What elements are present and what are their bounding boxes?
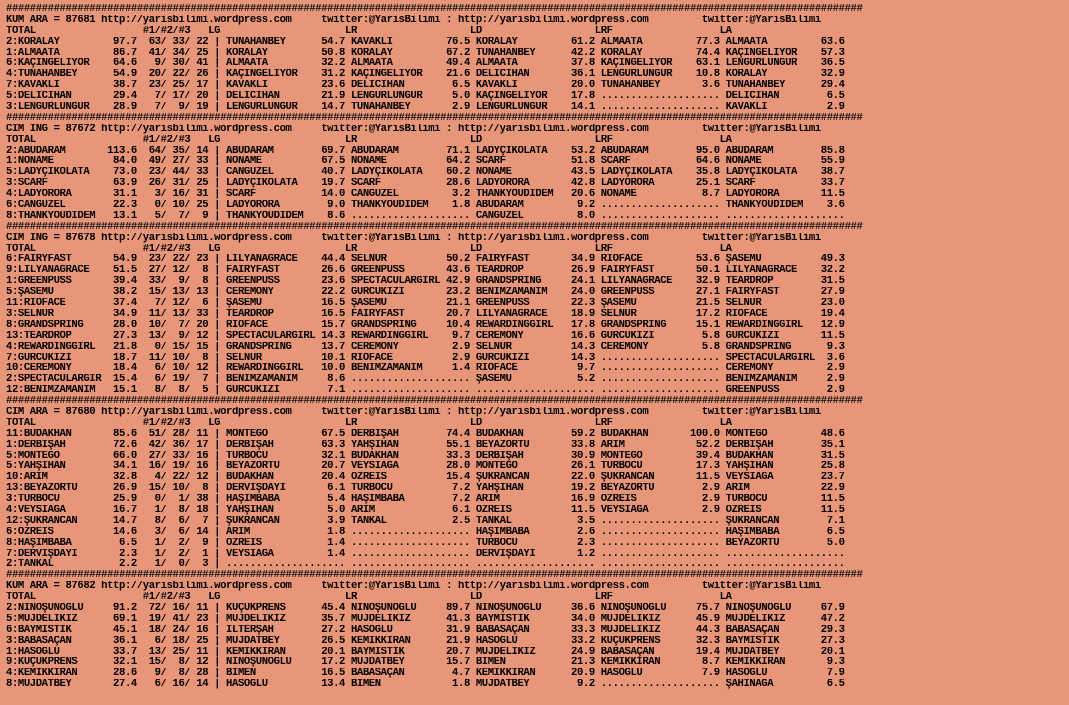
table-row: 2:TANKAL 2.2 1/ 0/ 3 | .................... .................... .................... .................... .................... [6, 559, 845, 571]
table-row: 4:VEYSİAĞA 16.7 1/ 8/ 18 | YAHŞİHAN 5.0 ARIM 6.1 ÖZREİS 11.5 VEYSİAĞA 2.9 ÖZREİS 11.5 [6, 504, 845, 516]
race-header: KUM ARA = 87681 http://yarisbilimi.wordpress.com twitter:@YarisBilimi : http://yarisbilimi.wordpress.com twitter:@YarisBilimi [6, 14, 821, 26]
table-row: 12:ŞUKRANCAN 14.7 8/ 6/ 7 | ŞUKRANCAN 3.9 TANKAL 2.5 TANKAL 3.5 .................... ŞUKRANCAN 7.1 [6, 515, 845, 527]
table-row: 1:GREENPUSS 39.4 33/ 9/ 8 | GREENPUSS 23.6 SPECTACULARGIRL 42.9 GRANDSPRING 24.1 LILYANAGRACE 32.9 TEARDROP 31.5 [6, 276, 845, 288]
table-row: 10:CEREMONY 18.4 6/ 10/ 12 | REWARDINGGIRL 10.0 BENİMZAMANIM 1.4 RIOFACE 9.7 .................... CEREMONY 2.9 [6, 363, 845, 375]
table-row: 4:KEMİKKIRAN 28.6 9/ 8/ 28 | BİMEN 16.5 BABASAÇAN 4.7 KEMİKKIRAN 20.9 HASOĞLU 7.9 HASOĞLU 7.9 [6, 668, 845, 680]
table-row: 3:BABASAÇAN 36.1 6/ 18/ 25 | MÜJDATBEY 26.5 KEMİKKIRAN 21.9 HASOĞLU 33.2 KÜÇÜKPRENS 32.3 BAYMISTIK 27.3 [6, 635, 845, 647]
table-row: 2:ABUDARAM 113.6 64/ 35/ 14 | ABUDARAM 69.7 ABUDARAM 71.1 LADYÇİKOLATA 53.2 ABUDARAM 95.0 ABUDARAM 85.8 [6, 145, 845, 157]
table-row: 6:BAYMISTIK 45.1 18/ 24/ 16 | İLTERŞAH 27.2 HASOĞLU 31.9 BABASAÇAN 33.3 MÜJDELİKIZ 44.3 BABASAÇAN 29.3 [6, 624, 845, 636]
separator-line: ################################################################################################################################################ [6, 396, 863, 407]
table-row: 9:KÜÇÜKPRENS 32.1 15/ 8/ 12 | NİNOŞUNOĞLU 17.2 MÜJDATBEY 15.7 BİMEN 21.3 KEMİKKIRAN 8.7 KEMİKKIRAN 9.3 [6, 657, 845, 669]
race-section [6, 570, 1066, 690]
table-row: 6:FAIRYFAST 54.9 23/ 22/ 23 | LILYANAGRACE 44.4 SELNUR 50.2 FAIRYFAST 34.9 RIOFACE 53.6 ŞASEMU 49.3 [6, 254, 845, 266]
table-row: 8:MÜJDATBEY 27.4 6/ 16/ 14 | HASOĞLU 13.4 BİMEN 1.8 MÜJDATBEY 9.2 .................... ŞAHİNAĞA 6.5 [6, 679, 845, 691]
table-row: 4:TUNAHANBEY 54.9 20/ 22/ 26 | KAÇINGELİYOR 31.2 KAÇINGELİYOR 21.6 DELİCİHAN 36.1 LENGÜRLÜNGÜR 10.8 KORALAY 32.9 [6, 69, 845, 81]
table-row: 7:DERVİŞDAYI 2.3 1/ 2/ 1 | VEYSİAĞA 1.4 .................... DERVİŞDAYI 1.2 .................... .................... [6, 548, 845, 560]
race-section [6, 222, 1066, 396]
table-row: 8:HAŞIMBABA 6.5 1/ 2/ 9 | ÖZREİS 1.4 .................... TURBOCU 2.3 .................... BEYAZÖRTÜ 5.0 [6, 537, 845, 549]
race-header: KUM ARA = 87682 http://yarisbilimi.wordpress.com twitter:@YarisBilimi : http://yarisbilimi.wordpress.com twitter:@YarisBilimi [6, 581, 821, 593]
race-section [6, 396, 1066, 570]
column-headers: TOTAL #1/#2/#3 LG LR LD LRF LA [6, 243, 732, 255]
table-row: 3:TURBOCU 25.9 0/ 1/ 38 | HAŞIMBABA 5.4 HAŞIMBABA 7.2 ARIM 16.9 ÖZREİS 2.9 TURBOCU 11.5 [6, 494, 845, 505]
table-row: 5:MÜJDELİKIZ 69.1 19/ 41/ 23 | MÜJDELİKIZ 35.7 MÜJDELİKIZ 41.3 BAYMISTIK 34.0 MÜJDELİKIZ 45.9 MÜJDELİKIZ 47.2 [6, 613, 845, 625]
table-row: 11:RIOFACE 37.4 7/ 12/ 6 | ŞASEMU 16.5 ŞASEMU 21.1 GREENPUSS 22.3 ŞASEMU 21.5 SELNUR 23.0 [6, 298, 845, 309]
table-row: 3:SCARF 63.9 26/ 31/ 25 | LADYÇİKOLATA 19.7 SCARF 28.6 LADYORORA 42.8 LADYORORA 25.1 SCARF 33.7 [6, 178, 845, 190]
table-row: 7:KAVAKLI 38.7 23/ 25/ 17 | KAVAKLI 23.6 DELİCİHAN 6.5 KAVAKLI 20.0 TUNAHANBEY 3.6 TUNAHANBEY 29.4 [6, 80, 845, 92]
race-header: CIM ING = 87672 http://yarisbilimi.wordpress.com twitter:@YarisBilimi : http://yarisbilimi.wordpress.com twitter:@YarisBilimi [6, 123, 821, 135]
race-header: CIM ARA = 87680 http://yarisbilimi.wordpress.com twitter:@YarisBilimi : http://yarisbilimi.wordpress.com twitter:@YarisBilimi [6, 406, 821, 418]
table-row: 6:KAÇINGELİYOR 64.6 9/ 30/ 41 | ALMAATA 32.2 ALMAATA 49.4 ALMAATA 37.8 KAÇINGELİYOR 63.1 LENGÜRLÜNGÜR 36.5 [6, 58, 845, 70]
table-row: 5:LADYÇİKOLATA 73.0 23/ 44/ 33 | CANGÜZEL 40.7 LADYÇİKOLATA 60.2 NONAME 43.5 LADYÇİKOLATA 35.8 LADYÇİKOLATA 38.7 [6, 167, 845, 179]
table-row: 9:LILYANAGRACE 51.5 27/ 12/ 8 | FAIRYFAST 26.6 GREENPUSS 43.6 TEARDROP 26.9 FAIRYFAST 50.1 LILYANAGRACE 32.2 [6, 265, 845, 277]
separator-line: ################################################################################################################################################ [6, 221, 863, 233]
table-row: 13:BEYAZÖRTÜ 26.9 15/ 10/ 8 | DERVİŞDAYI 6.1 TURBOCU 7.2 YAHŞİHAN 19.2 BEYAZÖRTÜ 2.9 ARIM 22.9 [6, 483, 845, 495]
race-section [6, 113, 1066, 222]
table-row: 2:SPECTACULARGIR 15.4 6/ 19/ 7 | BENİMZAMANIM 8.6 .................... ŞASEMU 5.2 .................... BENİMZAMANIM 2.9 [6, 374, 845, 386]
table-row: 10:ARIM 32.8 4/ 22/ 12 | BUDAKHAN 20.4 ÖZREİS 15.4 ŞUKRANCAN 22.0 ŞUKRANCAN 11.5 VEYSİAĞA 23.7 [6, 472, 845, 484]
table-row: 4:LADYORORA 31.1 3/ 16/ 31 | SCARF 14.0 CANGÜZEL 3.2 THANKYOUDİDEM 20.6 NONAME 8.7 LADYORORA 11.5 [6, 189, 845, 201]
table-row: 1:ALMAATA 86.7 41/ 34/ 25 | KORALAY 50.8 KORALAY 67.2 TUNAHANBEY 42.2 KORALAY 74.4 KAÇINGELİYOR 57.3 [6, 47, 845, 59]
table-row: 8:GRANDSPRING 28.0 10/ 7/ 20 | RIOFACE 15.7 GRANDSPRING 10.4 REWARDINGGIRL 17.8 GRANDSPRING 15.1 REWARDINGGIRL 12.9 [6, 319, 845, 331]
table-row: 13:TEARDROP 27.3 13/ 9/ 12 | SPECTACULARGIRL 14.3 REWARDINGGIRL 9.7 CEREMONY 16.6 GÜRCÜKIZI 5.8 GÜRCÜKIZI 11.5 [6, 330, 845, 342]
separator-line: ################################################################################################################################################ [6, 570, 863, 582]
table-row: 8:THANKYOUDİDEM 13.1 5/ 7/ 9 | THANKYOUDİDEM 8.6 .................... CANGÜZEL 8.0 .................... .................... [6, 210, 845, 222]
separator-line: ################################################################################################################################################ [6, 112, 863, 124]
table-row: 5:ŞASEMU 38.2 15/ 13/ 13 | CEREMONY 22.2 GÜRCÜKIZI 23.2 BENİMZAMANIM 24.0 GREENPUSS 27.1 FAIRYFAST 27.9 [6, 287, 845, 299]
column-headers: TOTAL #1/#2/#3 LG LR LD LRF LA [6, 592, 732, 603]
column-headers: TOTAL #1/#2/#3 LG LR LD LRF LA [6, 417, 732, 429]
table-row: 1:HASOĞLU 33.7 13/ 25/ 11 | KEMİKKIRAN 20.1 BAYMISTIK 20.7 MÜJDELİKIZ 24.9 BABASAÇAN 19.4 MÜJDATBEY 20.1 [6, 646, 845, 658]
table-row: 1:DERBİŞAH 72.6 42/ 36/ 17 | DERBİŞAH 63.3 YAHŞİHAN 55.1 BEYAZÖRTÜ 33.8 ARIM 52.2 DERBİŞAH 35.1 [6, 439, 845, 451]
race-section [6, 4, 1066, 113]
column-headers: TOTAL #1/#2/#3 LG LR LD LRF LA [6, 134, 732, 146]
table-row: 5:DELİCİHAN 29.4 7/ 17/ 20 | DELİCİHAN 21.9 LENGÜRLÜNGÜR 5.0 KAÇINGELİYOR 17.8 .................... DELİCİHAN 6.5 [6, 91, 845, 103]
table-row: 3:LENGÜRLÜNGÜR 28.9 7/ 9/ 19 | LENGÜRLÜNGÜR 14.7 TUNAHANBEY 2.9 LENGÜRLÜNGÜR 14.1 .................... KAVAKLI 2.9 [6, 102, 845, 113]
table-row: 2:KORALAY 97.7 63/ 33/ 22 | TUNAHANBEY 54.7 KAVAKLI 76.5 KORALAY 61.2 ALMAATA 77.3 ALMAATA 63.6 [6, 36, 845, 48]
table-row: 4:REWARDINGGIRL 21.8 0/ 15/ 15 | GRANDSPRING 13.7 CEREMONY 2.9 SELNUR 14.3 CEREMONY 5.8 GRANDSPRING 9.3 [6, 341, 845, 353]
table-row: 1:NONAME 84.0 49/ 27/ 33 | NONAME 67.5 NONAME 64.2 SCARF 51.8 SCARF 64.6 NONAME 55.9 [6, 156, 845, 168]
table-row: 6:CANGÜZEL 22.3 0/ 10/ 25 | LADYORORA 9.0 THANKYOUDİDEM 1.8 ABUDARAM 9.2 .................... THANKYOUDİDEM 3.6 [6, 200, 845, 211]
table-row: 6:ÖZREİS 14.6 3/ 6/ 14 | ARIM 1.8 .................... HAŞIMBABA 2.6 .................... HAŞIMBABA 6.5 [6, 526, 845, 538]
table-row: 2:NİNOŞUNOĞLU 91.2 72/ 16/ 11 | KÜÇÜKPRENS 45.4 NİNOŞUNOĞLU 89.7 NİNOŞUNOĞLU 36.6 NİNOŞUNOĞLU 75.7 NİNOŞUNOĞLU 67.9 [6, 602, 845, 614]
separator-line: ################################################################################################################################################ [6, 4, 863, 15]
table-row: 5:YAHŞİHAN 34.1 16/ 19/ 16 | BEYAZÖRTÜ 20.7 VEYSİAĞA 28.0 MONTEGO 26.1 TURBOCU 17.3 YAHŞİHAN 25.8 [6, 461, 845, 473]
table-row: 5:MONTEGO 66.0 27/ 33/ 16 | TURBOCU 32.1 BUDAKHAN 33.3 DERBİŞAH 30.9 MONTEGO 39.4 BUDAKHAN 31.5 [6, 450, 845, 462]
column-headers: TOTAL #1/#2/#3 LG LR LD LRF LA [6, 25, 732, 37]
race-header: CIM ING = 87678 http://yarisbilimi.wordpress.com twitter:@YarisBilimi : http://yarisbilimi.wordpress.com twitter:@YarisBilimi [6, 232, 821, 244]
table-row: 3:SELNUR 34.9 11/ 13/ 33 | TEARDROP 16.5 FAIRYFAST 20.7 LILYANAGRACE 18.9 SELNUR 17.2 RIOFACE 19.4 [6, 308, 845, 320]
table-row: 7:GÜRCÜKIZI 18.7 11/ 10/ 8 | SELNUR 10.1 RIOFACE 2.9 GÜRCÜKIZI 14.3 .................... SPECTACULARGIRL 3.6 [6, 352, 845, 364]
race-statistics-report [6, 4, 1066, 704]
table-row: 11:BUDAKHAN 85.6 51/ 28/ 11 | MONTEGO 67.5 DERBİŞAH 74.4 BUDAKHAN 59.2 BUDAKHAN 100.0 MONTEGO 48.6 [6, 428, 845, 440]
table-row: 12:BENİMZAMANIM 15.1 8/ 8/ 5 | GÜRCÜKIZI 7.1 .................... .................... .................... GREENPUSS 2.9 [6, 385, 845, 397]
